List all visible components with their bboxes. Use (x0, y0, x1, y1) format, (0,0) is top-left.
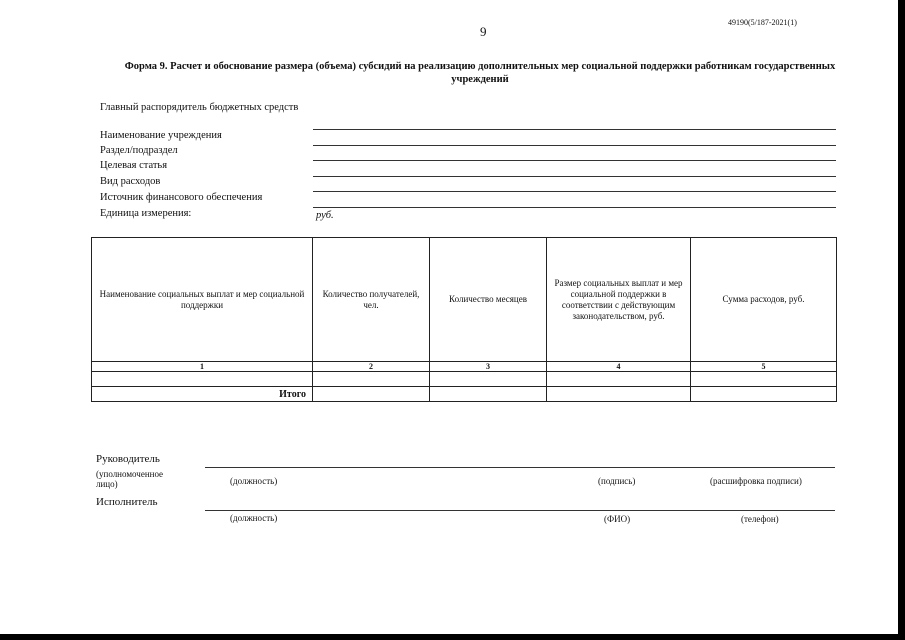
field-value-unit: руб. (316, 210, 334, 221)
field-label-expense-type: Вид расходов (100, 176, 161, 187)
table-cell[interactable] (691, 387, 837, 402)
head-signature-line (205, 467, 835, 468)
table-cell[interactable] (430, 372, 547, 387)
scan-edge-bottom (0, 634, 905, 640)
page-number: 9 (480, 24, 487, 39)
field-line-institution (313, 145, 836, 146)
column-number: 2 (313, 362, 430, 372)
executor-signature-line (205, 510, 835, 511)
table-header-row (92, 238, 837, 362)
column-number: 1 (92, 362, 313, 372)
column-header-months: Количество месяцев (430, 238, 547, 362)
head-caption-signature: (подпись) (598, 476, 636, 486)
head-caption-signature-decode: (расшифровка подписи) (710, 476, 802, 486)
column-number: 4 (547, 362, 691, 372)
column-header-payments: Наименование социальных выплат и мер социальной поддержки (92, 238, 313, 362)
field-label-budget-manager: Главный распорядитель бюджетных средств (100, 102, 299, 113)
field-line-budget-manager (313, 129, 836, 130)
column-number: 3 (430, 362, 547, 372)
table-cell[interactable] (547, 387, 691, 402)
table-cell[interactable] (547, 372, 691, 387)
field-label-institution: Наименование учреждения (100, 130, 222, 141)
field-line-target-article (313, 176, 836, 177)
table-cell[interactable] (313, 372, 430, 387)
field-line-section (313, 160, 836, 161)
field-label-unit: Единица измерения: (100, 208, 192, 219)
table-number-row (92, 362, 837, 372)
table-row (92, 372, 837, 387)
head-sublabel: (уполномоченное лицо) (96, 469, 164, 489)
field-line-funding-source (313, 207, 836, 208)
column-header-expense-sum: Сумма расходов, руб. (691, 238, 837, 362)
executor-caption-position: (должность) (230, 513, 278, 523)
table-cell[interactable] (313, 387, 430, 402)
executor-caption-name: (ФИО) (604, 514, 631, 524)
scan-edge-right (898, 0, 905, 640)
table-cell[interactable] (92, 372, 313, 387)
head-label: Руководитель (96, 453, 160, 465)
executor-label: Исполнитель (96, 496, 158, 508)
column-header-payment-size: Размер социальных выплат и мер социальной поддержки в соответствии с действующим законодательством, руб. (547, 238, 691, 362)
field-label-target-article: Целевая статья (100, 160, 168, 171)
subsidy-table (91, 237, 837, 402)
field-label-funding-source: Источник финансового обеспечения (100, 192, 263, 203)
field-label-section: Раздел/подраздел (100, 145, 178, 156)
table-total-row (92, 387, 837, 402)
column-header-recipients: Количество получателей, чел. (313, 238, 430, 362)
total-label: Итого (92, 387, 313, 402)
table-cell[interactable] (691, 372, 837, 387)
head-caption-position: (должность) (230, 476, 278, 486)
table-cell[interactable] (430, 387, 547, 402)
column-number: 5 (691, 362, 837, 372)
executor-caption-phone: (телефон) (741, 514, 779, 524)
field-line-expense-type (313, 191, 836, 192)
document-code: 49190(5/187-2021(1) (728, 18, 797, 27)
form-title: Форма 9. Расчет и обоснование размера (объема) субсидий на реализацию дополнительных мер социальной поддержки работникам государственных учреждений (124, 61, 836, 85)
